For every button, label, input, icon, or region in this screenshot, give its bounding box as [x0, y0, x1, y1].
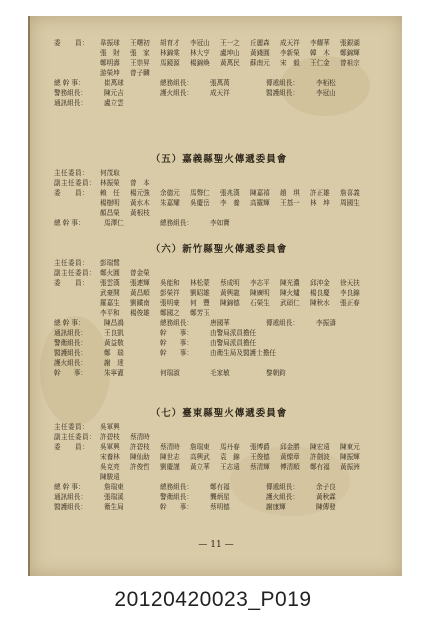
member-name: 劉慶謹	[160, 463, 180, 471]
member-name: 陳振輝	[340, 453, 360, 461]
member-name: 朱嘉耀	[160, 199, 180, 207]
member-row	[54, 48, 384, 58]
officer-role: 總 幹 事：	[54, 79, 85, 87]
officer-pair	[160, 348, 276, 358]
member-row	[54, 38, 384, 48]
officer-role: 幹 事：	[160, 503, 193, 511]
row-label: 委 員：	[54, 279, 89, 287]
member-row	[54, 178, 384, 188]
member-name: 盧坤山	[220, 49, 240, 57]
name-list	[100, 48, 370, 58]
member-name: 黃燦章	[280, 453, 300, 461]
member-name: 黃萬民	[220, 59, 240, 67]
officer-role: 謝康輝	[266, 503, 286, 511]
officer-name: 張瑞溪	[104, 493, 124, 501]
page-number: — 11 —	[198, 540, 234, 550]
officer-name: 黃秋霖	[316, 493, 336, 501]
member-name: 黃振洲	[340, 463, 360, 471]
officer-name: 由衛生局及醫護士擔任	[210, 349, 276, 357]
member-row	[54, 288, 384, 298]
officer-row	[54, 78, 384, 88]
name-list	[100, 278, 370, 288]
officer-name: 龔炳星	[210, 493, 230, 501]
officer-pair	[160, 218, 266, 228]
document-page	[28, 16, 402, 576]
officer-role: 醫護組長：	[54, 349, 87, 357]
name-list	[100, 298, 370, 308]
member-name: 陳秋水	[310, 299, 330, 307]
member-name: 詹瑞東	[190, 443, 210, 451]
member-name: 張 家	[130, 49, 150, 57]
member-name: 馬鏡源	[160, 59, 180, 67]
member-name: 黃昌順	[130, 289, 150, 297]
section-title: （五）嘉義縣聖火傳遞委員會	[150, 154, 288, 165]
officer-pair	[54, 318, 160, 328]
member-row	[54, 472, 384, 482]
member-name: 張正春	[340, 299, 360, 307]
row-label: 委 員：	[54, 189, 89, 197]
section-title: （六）新竹縣聖火傳遞委員會	[150, 244, 288, 255]
officer-role: 總務組長：	[160, 79, 193, 87]
member-name: 李平和	[100, 309, 120, 317]
member-name: 馬聲仁	[190, 189, 210, 197]
section-title: （七）臺東縣聖火傳遞委員會	[150, 408, 288, 419]
row-label: 主任委員：	[54, 423, 89, 431]
name-list	[100, 58, 370, 68]
officer-role: 總 幹 事：	[54, 219, 85, 227]
member-name: 彭瑞鷺	[100, 259, 120, 267]
member-row	[54, 278, 384, 288]
officer-pair	[160, 338, 266, 348]
officer-role: 醫護組長：	[54, 503, 87, 511]
member-name: 劉鐵南	[130, 299, 150, 307]
officer-name: 鄭有福	[210, 483, 230, 491]
member-name: 蔡清輝	[250, 463, 270, 471]
member-name: 游榮坤	[100, 69, 120, 77]
officer-name: 余子良	[316, 483, 336, 491]
section-chiayi	[54, 152, 384, 228]
member-name: 曾祖宗	[340, 59, 360, 67]
officer-pair	[160, 482, 266, 492]
member-name: 許俊哲	[130, 463, 150, 471]
member-name: 邱金勝	[280, 443, 300, 451]
officer-row	[54, 88, 384, 98]
member-name: 徐天扶	[340, 279, 360, 287]
member-name: 吳軍興	[100, 443, 120, 451]
officer-role: 總 幹 事：	[54, 483, 85, 491]
member-name: 王仁金	[310, 59, 330, 67]
officer-name: 由警局派員擔任	[210, 339, 257, 347]
member-name: 陳駿遠	[100, 473, 120, 481]
name-list	[100, 198, 370, 208]
member-name: 張博爵	[250, 443, 270, 451]
officer-role: 幹 事：	[54, 369, 87, 377]
member-row	[54, 68, 384, 78]
officer-row	[54, 482, 384, 492]
member-name: 陳廣明	[250, 289, 270, 297]
name-list	[100, 258, 130, 268]
member-name: 吳軍興	[100, 423, 120, 431]
officer-role: 總 幹 事：	[54, 319, 85, 327]
officer-name: 陳元吉	[104, 89, 124, 97]
member-name: 王俊德	[250, 453, 270, 461]
member-row	[54, 298, 384, 308]
name-list	[100, 178, 160, 188]
name-list	[100, 432, 160, 442]
member-row	[54, 208, 384, 218]
member-name: 陳仙助	[130, 453, 150, 461]
name-list	[100, 268, 160, 278]
officer-name: 毛家敏	[210, 369, 230, 377]
name-list	[100, 422, 130, 432]
member-name: 袁 錦	[220, 453, 240, 461]
member-name: 鄭明壽	[100, 59, 120, 67]
member-name: 林大亨	[190, 49, 210, 57]
officer-pair	[160, 318, 266, 328]
name-list	[100, 168, 130, 178]
member-name: 楊樹明	[100, 199, 120, 207]
row-label: 副主任委員：	[54, 433, 96, 441]
member-name: 武碩仁	[280, 299, 300, 307]
officer-name: 王良凱	[104, 329, 124, 337]
member-name: 詹喜義	[340, 189, 360, 197]
officer-pair	[160, 328, 266, 338]
member-name: 李冠山	[190, 39, 210, 47]
member-name: 鄭火圓	[100, 269, 120, 277]
member-name: 黃根枝	[130, 209, 150, 217]
member-name: 周國生	[340, 199, 360, 207]
member-name: 胡育才	[160, 39, 180, 47]
member-name: 吳克亮	[100, 463, 120, 471]
officer-row	[54, 358, 384, 368]
member-name: 黃立華	[190, 463, 210, 471]
member-name: 王一之	[220, 39, 240, 47]
officer-pair	[54, 358, 160, 368]
member-name: 曾金榮	[130, 269, 150, 277]
officer-name: 李如寶	[210, 219, 230, 227]
member-name: 林松蒙	[190, 279, 210, 287]
officer-role: 傳遞組長：	[266, 79, 299, 87]
member-name: 鄭國之	[160, 309, 180, 317]
officer-name	[316, 368, 372, 378]
name-list	[100, 288, 370, 298]
member-name: 張雲漢	[100, 279, 120, 287]
member-name: 王曙初	[130, 39, 150, 47]
member-name: 陳世志	[160, 453, 180, 461]
member-name: 高羅輝	[250, 199, 270, 207]
member-name: 馬丹春	[220, 443, 240, 451]
member-name: 許正雄	[310, 189, 330, 197]
name-list	[100, 38, 370, 48]
officer-role: 總務組長：	[160, 319, 193, 327]
member-name: 宋養林	[100, 453, 120, 461]
officer-name: 黃益敬	[104, 339, 124, 347]
officer-pair	[54, 328, 160, 338]
member-name: 鄭有福	[310, 463, 330, 471]
officer-pair	[54, 482, 160, 492]
officer-role: 黎朝鈞	[266, 369, 286, 377]
officer-row	[54, 218, 384, 228]
member-name: 李良錦	[340, 289, 360, 297]
member-name: 蔡清時	[130, 433, 150, 441]
officer-name: 崔萬球	[104, 79, 124, 87]
officer-role: 何瑞淑	[160, 369, 180, 377]
officer-pair	[54, 98, 160, 108]
member-name: 蔡成明	[220, 279, 240, 287]
officer-name: 李冠山	[316, 89, 336, 97]
name-list	[100, 452, 370, 462]
member-name: 韋振球	[100, 39, 120, 47]
member-name: 蔡清時	[160, 443, 180, 451]
member-name: 陳光濃	[280, 279, 300, 287]
member-name: 宋 毅	[280, 59, 300, 67]
officer-pair	[266, 502, 372, 512]
member-name: 陳東元	[340, 443, 360, 451]
officer-name: 謝 達	[104, 359, 124, 367]
member-name: 何茂取	[100, 169, 120, 177]
member-row	[54, 308, 384, 318]
member-name: 李 養	[220, 199, 240, 207]
member-name: 楊錦煥	[190, 59, 210, 67]
member-name: 陳錦德	[220, 299, 240, 307]
officer-pair	[54, 368, 160, 378]
member-name: 李新榮	[280, 49, 300, 57]
member-name: 張兆漢	[220, 189, 240, 197]
officer-role: 警務組長：	[54, 89, 87, 97]
officer-name: 詹瑞東	[104, 483, 124, 491]
officer-pair	[54, 78, 160, 88]
officer-role: 總務組長：	[160, 483, 193, 491]
name-list	[100, 472, 130, 482]
member-name: 許碧枝	[130, 443, 150, 451]
officer-pair	[160, 88, 266, 98]
officer-row	[54, 348, 384, 358]
member-name: 林 坤	[310, 199, 330, 207]
officer-pair	[266, 88, 372, 98]
officer-role: 警衛組長：	[160, 493, 193, 501]
member-name: 賴 任	[100, 189, 120, 197]
officer-role: 總務組長：	[160, 219, 193, 227]
row-label: 主任委員：	[54, 169, 89, 177]
officer-role: 醫護組長：	[266, 89, 299, 97]
member-name: 楊俊雄	[130, 309, 150, 317]
member-name: 許劍波	[310, 453, 330, 461]
member-name: 王崇昇	[130, 59, 150, 67]
member-name: 陳宏遠	[310, 443, 330, 451]
member-name: 張銀湖	[340, 39, 360, 47]
officer-pair	[160, 502, 266, 512]
member-name: 李志平	[250, 279, 270, 287]
officer-pair	[266, 482, 372, 492]
member-row	[54, 462, 384, 472]
officer-name: 陳傳發	[316, 503, 336, 511]
officer-pair	[160, 368, 266, 378]
officer-row	[54, 328, 384, 338]
member-row	[54, 198, 384, 208]
member-name: 曾子麟	[130, 69, 150, 77]
officer-pair	[54, 492, 160, 502]
row-label: 委 員：	[54, 443, 89, 451]
member-name: 張明豪	[160, 299, 180, 307]
member-name: 羅嘉生	[100, 299, 120, 307]
officer-role: 護火組長：	[54, 359, 87, 367]
member-name: 韓 木	[310, 49, 330, 57]
officer-role: 通訊組長：	[54, 329, 87, 337]
member-row	[54, 188, 384, 198]
member-row	[54, 268, 384, 278]
row-label: 副主任委員：	[54, 269, 96, 277]
member-name: 趙 琪	[280, 189, 300, 197]
image-caption: 20120420023_P019	[114, 588, 312, 611]
officer-pair	[266, 368, 372, 378]
officer-name: 朱寧灌	[104, 369, 124, 377]
row-label: 副主任委員：	[54, 179, 96, 187]
member-name: 陳嘉禧	[250, 189, 270, 197]
officer-row	[54, 338, 384, 348]
section-hsinchu	[54, 242, 384, 378]
member-name: 王志遠	[220, 463, 240, 471]
member-name: 石榮生	[250, 299, 270, 307]
name-list	[100, 208, 160, 218]
officer-role: 傳遞組長：	[266, 483, 299, 491]
name-list	[100, 188, 370, 198]
officer-role: 警衛組長：	[54, 339, 87, 347]
officer-name: 成天祥	[210, 89, 230, 97]
member-name: 張連輝	[130, 279, 150, 287]
section-0	[54, 38, 384, 108]
member-name: 何 豐	[190, 299, 210, 307]
row-label: 主任委員：	[54, 259, 89, 267]
name-list	[100, 308, 220, 318]
officer-name: 張萬萬	[210, 79, 230, 87]
officer-name: 盧立雲	[104, 99, 124, 107]
member-name: 吳能和	[160, 279, 180, 287]
member-name: 林振榮	[100, 179, 120, 187]
officer-pair	[266, 318, 372, 328]
member-name: 邱沖金	[310, 279, 330, 287]
officer-pair	[160, 492, 266, 502]
member-name: 蘇南元	[250, 59, 270, 67]
officer-row	[54, 492, 384, 502]
officer-name: 李振濤	[316, 319, 336, 327]
member-row	[54, 58, 384, 68]
member-row	[54, 168, 384, 178]
officer-role: 通訊組長：	[54, 493, 87, 501]
name-list	[100, 442, 370, 452]
section-taitung	[54, 406, 384, 512]
officer-pair	[54, 338, 160, 348]
member-name: 王基一	[280, 199, 300, 207]
member-name: 楊良慶	[310, 289, 330, 297]
name-list	[100, 68, 160, 78]
member-name: 張 財	[100, 49, 120, 57]
officer-pair	[266, 78, 372, 88]
member-name: 曾 本	[130, 179, 150, 187]
officer-pair	[54, 218, 160, 228]
member-name: 丘麗森	[250, 39, 270, 47]
officer-role: 護火組長：	[160, 89, 193, 97]
member-name: 李耀華	[310, 39, 330, 47]
member-name: 鄭錦輝	[340, 49, 360, 57]
member-row	[54, 258, 384, 268]
officer-row	[54, 318, 384, 328]
officer-name: 由警局派員擔任	[210, 329, 257, 337]
member-name: 余德元	[160, 189, 180, 197]
officer-role: 傳遞組長：	[266, 319, 299, 327]
officer-row	[54, 368, 384, 378]
name-list	[100, 462, 370, 472]
member-name: 劉昭雄	[190, 289, 210, 297]
row-label: 委 員：	[54, 39, 89, 47]
member-name: 彭榮祥	[160, 289, 180, 297]
member-row	[54, 422, 384, 432]
officer-name: 唐國華	[210, 319, 230, 327]
officer-pair	[54, 502, 160, 512]
officer-pair	[54, 88, 160, 98]
officer-name: 馬澤仁	[104, 219, 124, 227]
member-name: 吳慶岳	[190, 199, 210, 207]
member-name: 傅清順	[280, 463, 300, 471]
officer-role: 幹 事：	[160, 339, 193, 347]
member-name: 黃興龍	[220, 289, 240, 297]
member-name: 顏昌榮	[100, 209, 120, 217]
member-name: 高興武	[190, 453, 210, 461]
member-name: 楊元強	[130, 189, 150, 197]
member-name: 鄭芳玉	[190, 309, 210, 317]
officer-role: 通訊組長：	[54, 99, 87, 107]
officer-name: 衛生局	[104, 503, 124, 511]
officer-name: 鄭 瑞	[104, 349, 124, 357]
officer-name: 蔡明德	[210, 503, 230, 511]
officer-row	[54, 502, 384, 512]
member-row	[54, 432, 384, 442]
officer-role: 幹 事：	[160, 349, 193, 357]
officer-pair	[266, 492, 372, 502]
officer-role: 幹 事：	[160, 329, 193, 337]
officer-row	[54, 98, 384, 108]
member-name: 陳火爐	[280, 289, 300, 297]
officer-pair	[54, 348, 160, 358]
member-name: 武豪開	[100, 289, 120, 297]
member-name: 黃錢圓	[250, 49, 270, 57]
officer-role: 護火組長：	[266, 493, 299, 501]
officer-name: 李栢松	[316, 79, 336, 87]
member-row	[54, 452, 384, 462]
member-name: 許碧枝	[100, 433, 120, 441]
officer-pair	[160, 78, 266, 88]
member-name: 黃水木	[130, 199, 150, 207]
officer-name: 陳昌鴻	[104, 319, 124, 327]
member-row	[54, 442, 384, 452]
member-name: 成天祥	[280, 39, 300, 47]
member-name: 林錦棠	[160, 49, 180, 57]
